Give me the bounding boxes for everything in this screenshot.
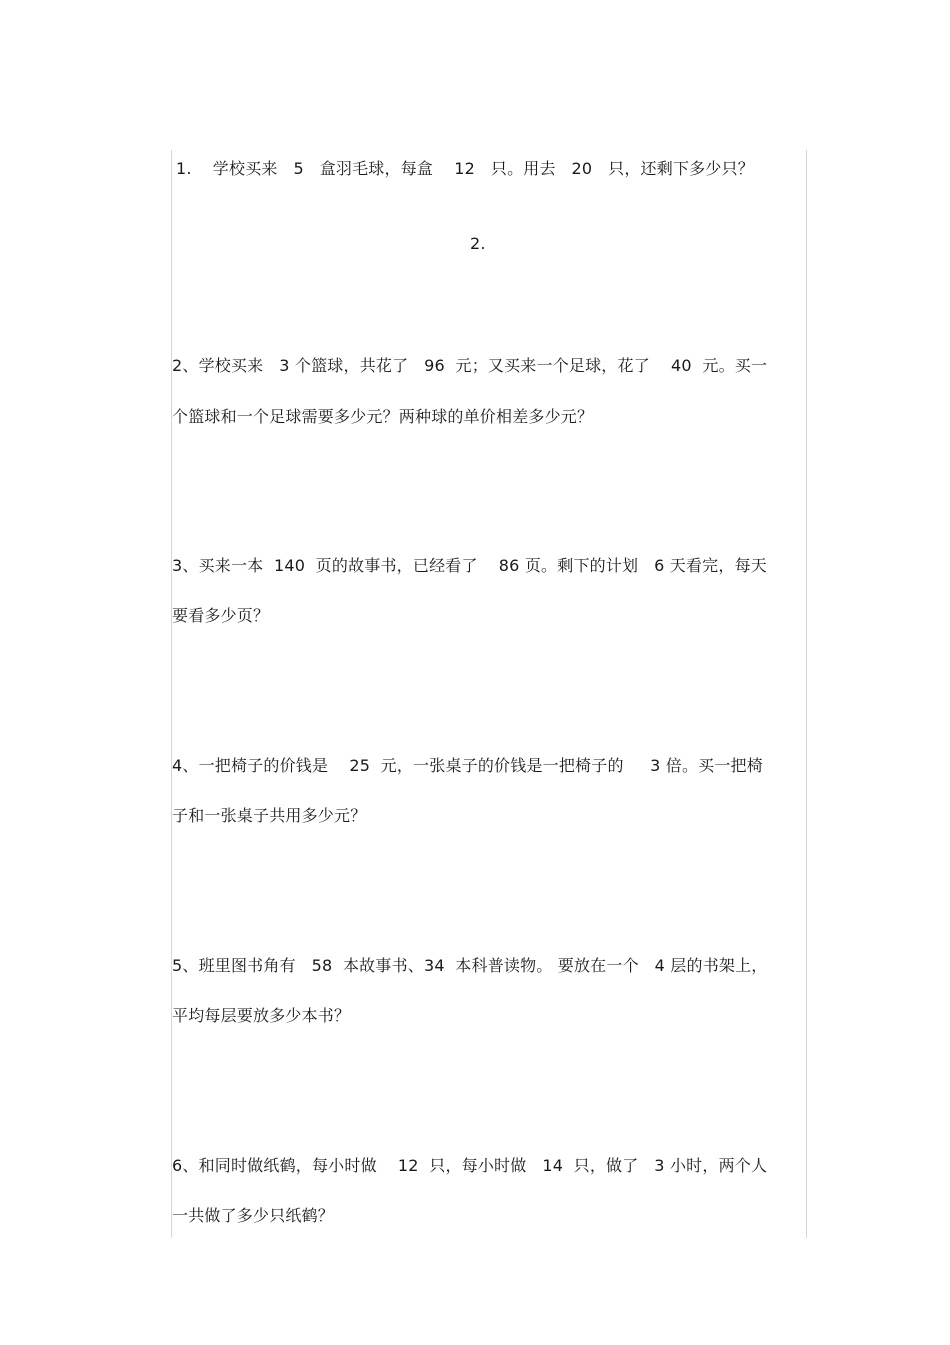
- question-2-marker: 2.: [470, 234, 486, 253]
- question-3-line-1: 3、买来一本 140 页的故事书，已经看了 86 页。剩下的计划 6 天看完，每天: [172, 556, 767, 575]
- question-2-line-1: 2、学校买来 3 个篮球，共花了 96 元；又买来一个足球，花了 40 元。买一: [172, 356, 768, 375]
- right-margin-rule: [806, 150, 807, 1238]
- question-5-line-1: 5、班里图书角有 58 本故事书、34 本科普读物。 要放在一个 4 层的书架上，: [172, 956, 768, 975]
- question-5-line-2: 平均每层要放多少本书？: [172, 1006, 351, 1025]
- question-6-line-1: 6、和同时做纸鹤，每小时做 12 只，每小时做 14 只，做了 3 小时，两个人: [172, 1156, 768, 1175]
- left-margin-rule: [171, 150, 172, 1238]
- question-3-line-2: 要看多少页？: [172, 606, 270, 625]
- question-4-line-1: 4、一把椅子的价钱是 25 元，一张桌子的价钱是一把椅子的 3 倍。买一把椅: [172, 756, 763, 775]
- question-2-line-2: 个篮球和一个足球需要多少元？两种球的单价相差多少元？: [172, 407, 594, 426]
- question-6-line-2: 一共做了多少只纸鹤？: [172, 1206, 335, 1225]
- question-1-line-1: 1. 学校买来 5 盒羽毛球，每盒 12 只。用去 20 只，还剩下多少只？: [176, 159, 754, 178]
- question-4-line-2: 子和一张桌子共用多少元？: [172, 806, 367, 825]
